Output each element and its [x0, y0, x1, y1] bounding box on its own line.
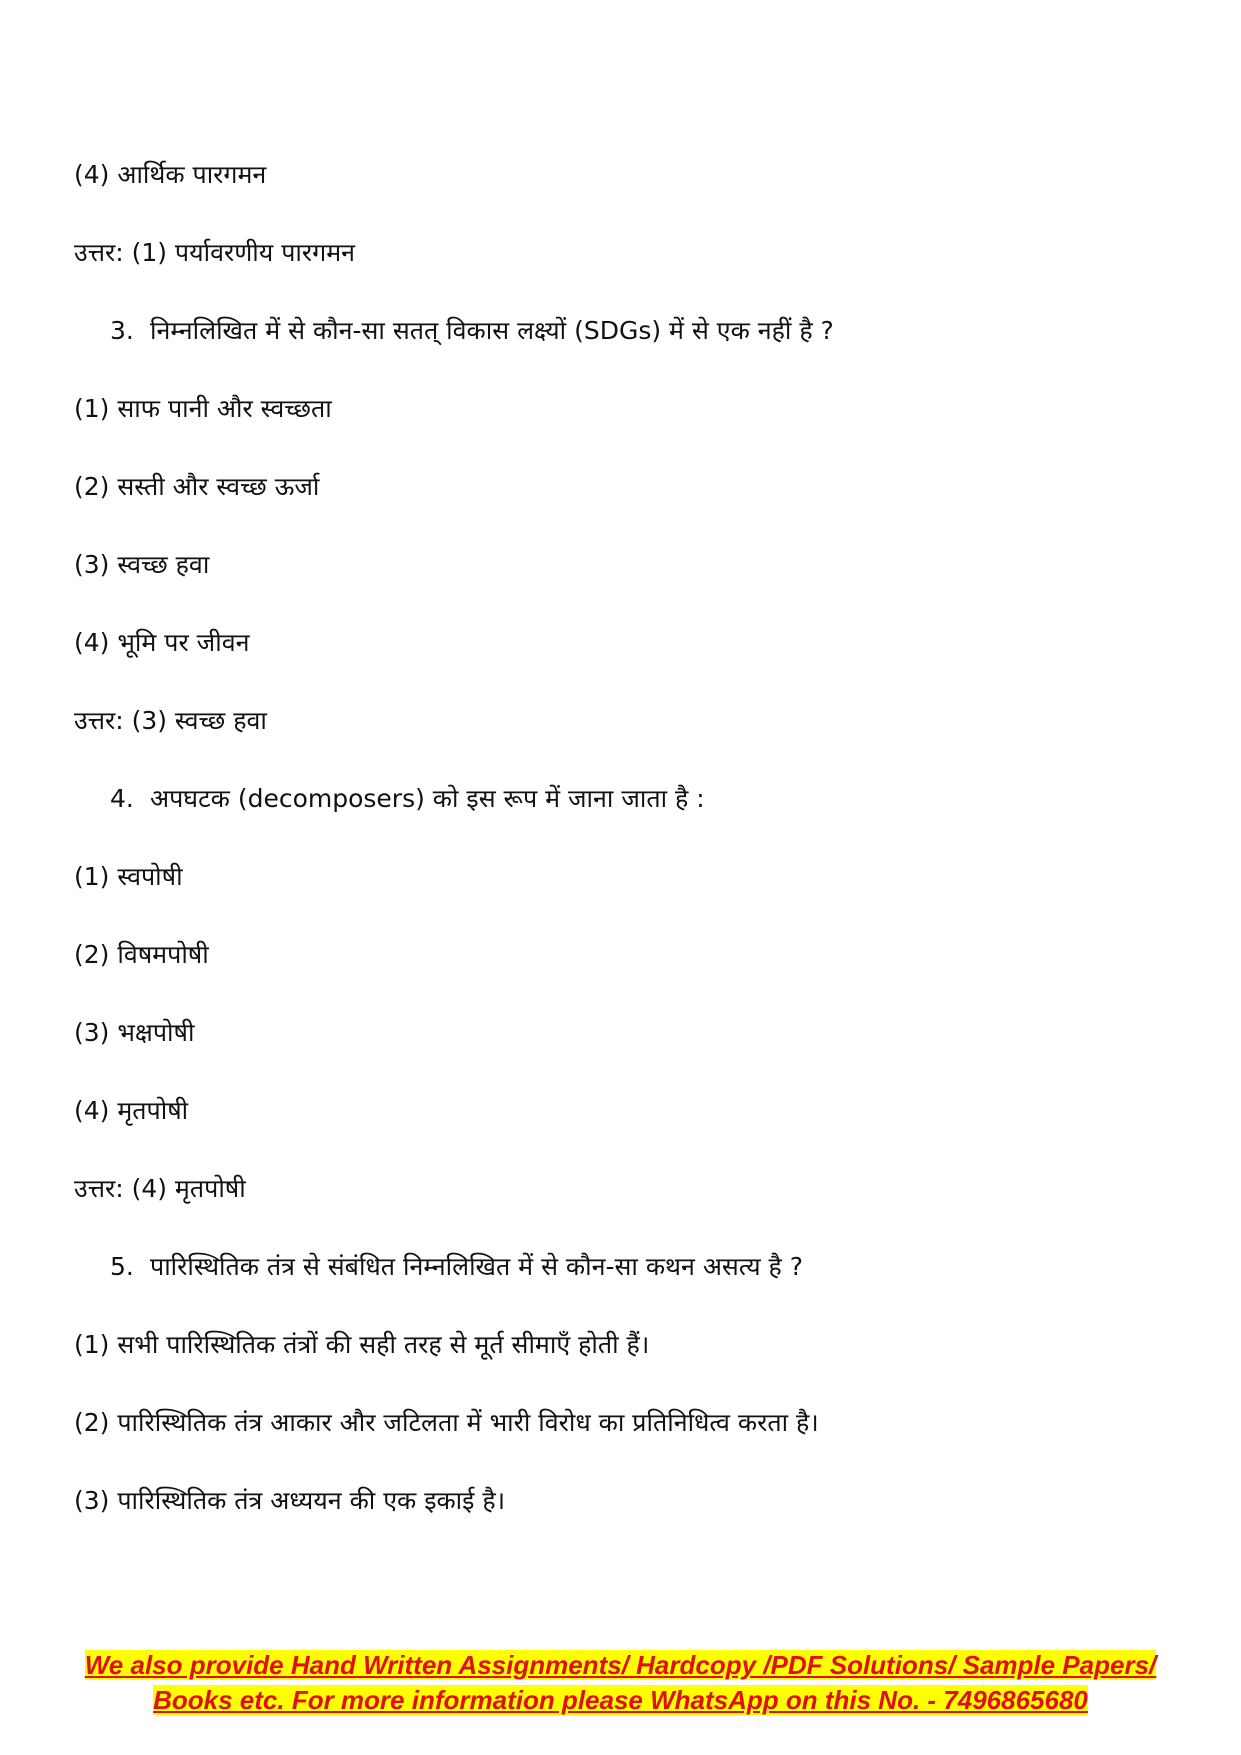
footer-promo-text-2: Books etc. For more information please WhatsApp on this No. - 7496865680 — [153, 1685, 1088, 1715]
q3-option-4: (4) भूमि पर जीवन — [74, 628, 250, 657]
q4-option-1: (1) स्वपोषी — [74, 862, 183, 891]
question-4 — [110, 782, 705, 816]
question-5-text: पारिस्थितिक तंत्र से संबंधित निम्नलिखित में से कौन-सा कथन असत्य है ? — [150, 1252, 804, 1281]
question-5-number: 5. — [110, 1252, 134, 1281]
question-3-text: निम्नलिखित में से कौन-सा सतत् विकास लक्ष्यों (SDGs) में से एक नहीं है ? — [150, 316, 834, 345]
q5-option-3: (3) पारिस्थितिक तंत्र अध्ययन की एक इकाई है। — [74, 1486, 506, 1515]
answer-q4: उत्तर: (4) मृतपोषी — [74, 1174, 246, 1203]
q4-option-2: (2) विषमपोषी — [74, 940, 209, 969]
question-3 — [110, 314, 834, 348]
question-5 — [110, 1250, 803, 1284]
footer-promo-line-1 — [0, 1648, 1241, 1682]
q4-option-3: (3) भक्षपोषी — [74, 1018, 195, 1047]
footer-promo-line-2 — [0, 1683, 1241, 1717]
answer-q3: उत्तर: (3) स्वच्छ हवा — [74, 706, 267, 735]
option-4-transit: (4) आर्थिक पारगमन — [74, 160, 267, 189]
question-4-number: 4. — [110, 784, 134, 813]
q4-option-4: (4) मृतपोषी — [74, 1096, 189, 1125]
answer-q2: उत्तर: (1) पर्यावरणीय पारगमन — [74, 238, 356, 267]
q5-option-1: (1) सभी पारिस्थितिक तंत्रों की सही तरह से मूर्त सीमाएँ होती हैं। — [74, 1330, 650, 1359]
q5-option-2: (2) पारिस्थितिक तंत्र आकार और जटिलता में भारी विरोध का प्रतिनिधित्व करता है। — [74, 1408, 819, 1437]
q3-option-1: (1) साफ पानी और स्वच्छता — [74, 394, 332, 423]
q3-option-2: (2) सस्ती और स्वच्छ ऊर्जा — [74, 472, 320, 501]
q3-option-3: (3) स्वच्छ हवा — [74, 550, 210, 579]
footer-promo-text-1: We also provide Hand Written Assignments/ Hardcopy /PDF Solutions/ Sample Papers/ — [84, 1650, 1157, 1680]
question-4-text: अपघटक (decomposers) को इस रूप में जाना जाता है : — [150, 784, 705, 813]
question-3-number: 3. — [110, 316, 134, 345]
